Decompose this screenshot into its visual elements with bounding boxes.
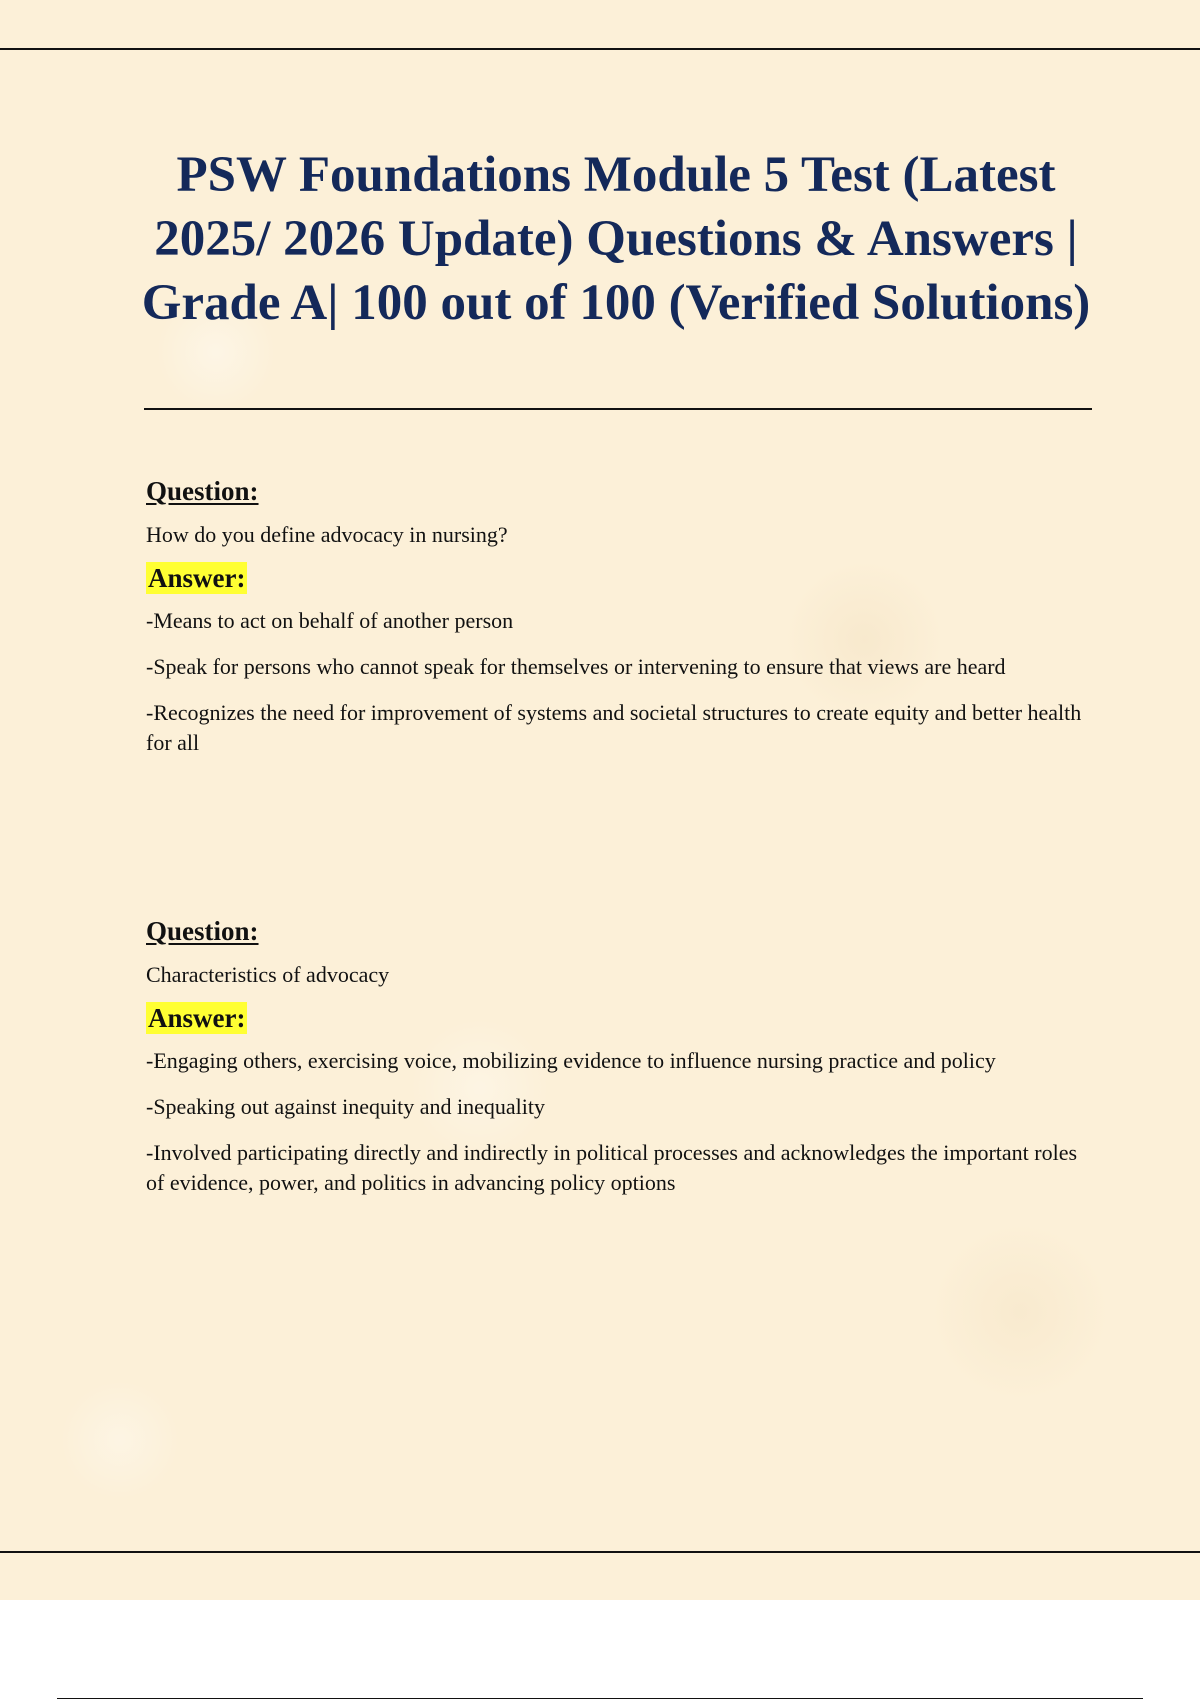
top-rule <box>0 48 1200 50</box>
answer-list <box>146 606 1086 758</box>
answer-item: -Involved participating directly and indirectly in political processes and acknowledges the important roles of evidence, power, and politics in advancing policy options <box>146 1140 1078 1195</box>
answer-item: -Speaking out against inequity and inequality <box>146 1094 545 1119</box>
footer-rule <box>57 1698 1143 1699</box>
question-label: Question: <box>146 476 259 506</box>
document-title: PSW Foundations Module 5 Test (Latest 2025/ 2026 Update) Questions & Answers | Grade A| 100 out of 100 (Verified Solutions) <box>141 147 1091 331</box>
answer-item: -Recognizes the need for improvement of systems and societal structures to create equity and better health for all <box>146 700 1082 755</box>
answer-label: Answer: <box>148 1003 246 1033</box>
answer-item: -Means to act on behalf of another person <box>146 608 514 633</box>
question-text: How do you define advocacy in nursing? <box>146 522 508 547</box>
title-rule <box>144 408 1092 410</box>
question-label: Question: <box>146 916 259 946</box>
answer-item: -Speak for persons who cannot speak for themselves or intervening to ensure that views are heard <box>146 654 1006 679</box>
answer-list <box>146 1046 1086 1198</box>
answer-label: Answer: <box>148 563 246 593</box>
answer-item: -Engaging others, exercising voice, mobilizing evidence to influence nursing practice and policy <box>146 1048 996 1073</box>
qa-block-1 <box>146 474 1086 774</box>
bottom-rule <box>0 1551 1200 1553</box>
question-text: Characteristics of advocacy <box>146 962 390 987</box>
qa-block-2 <box>146 914 1086 1214</box>
